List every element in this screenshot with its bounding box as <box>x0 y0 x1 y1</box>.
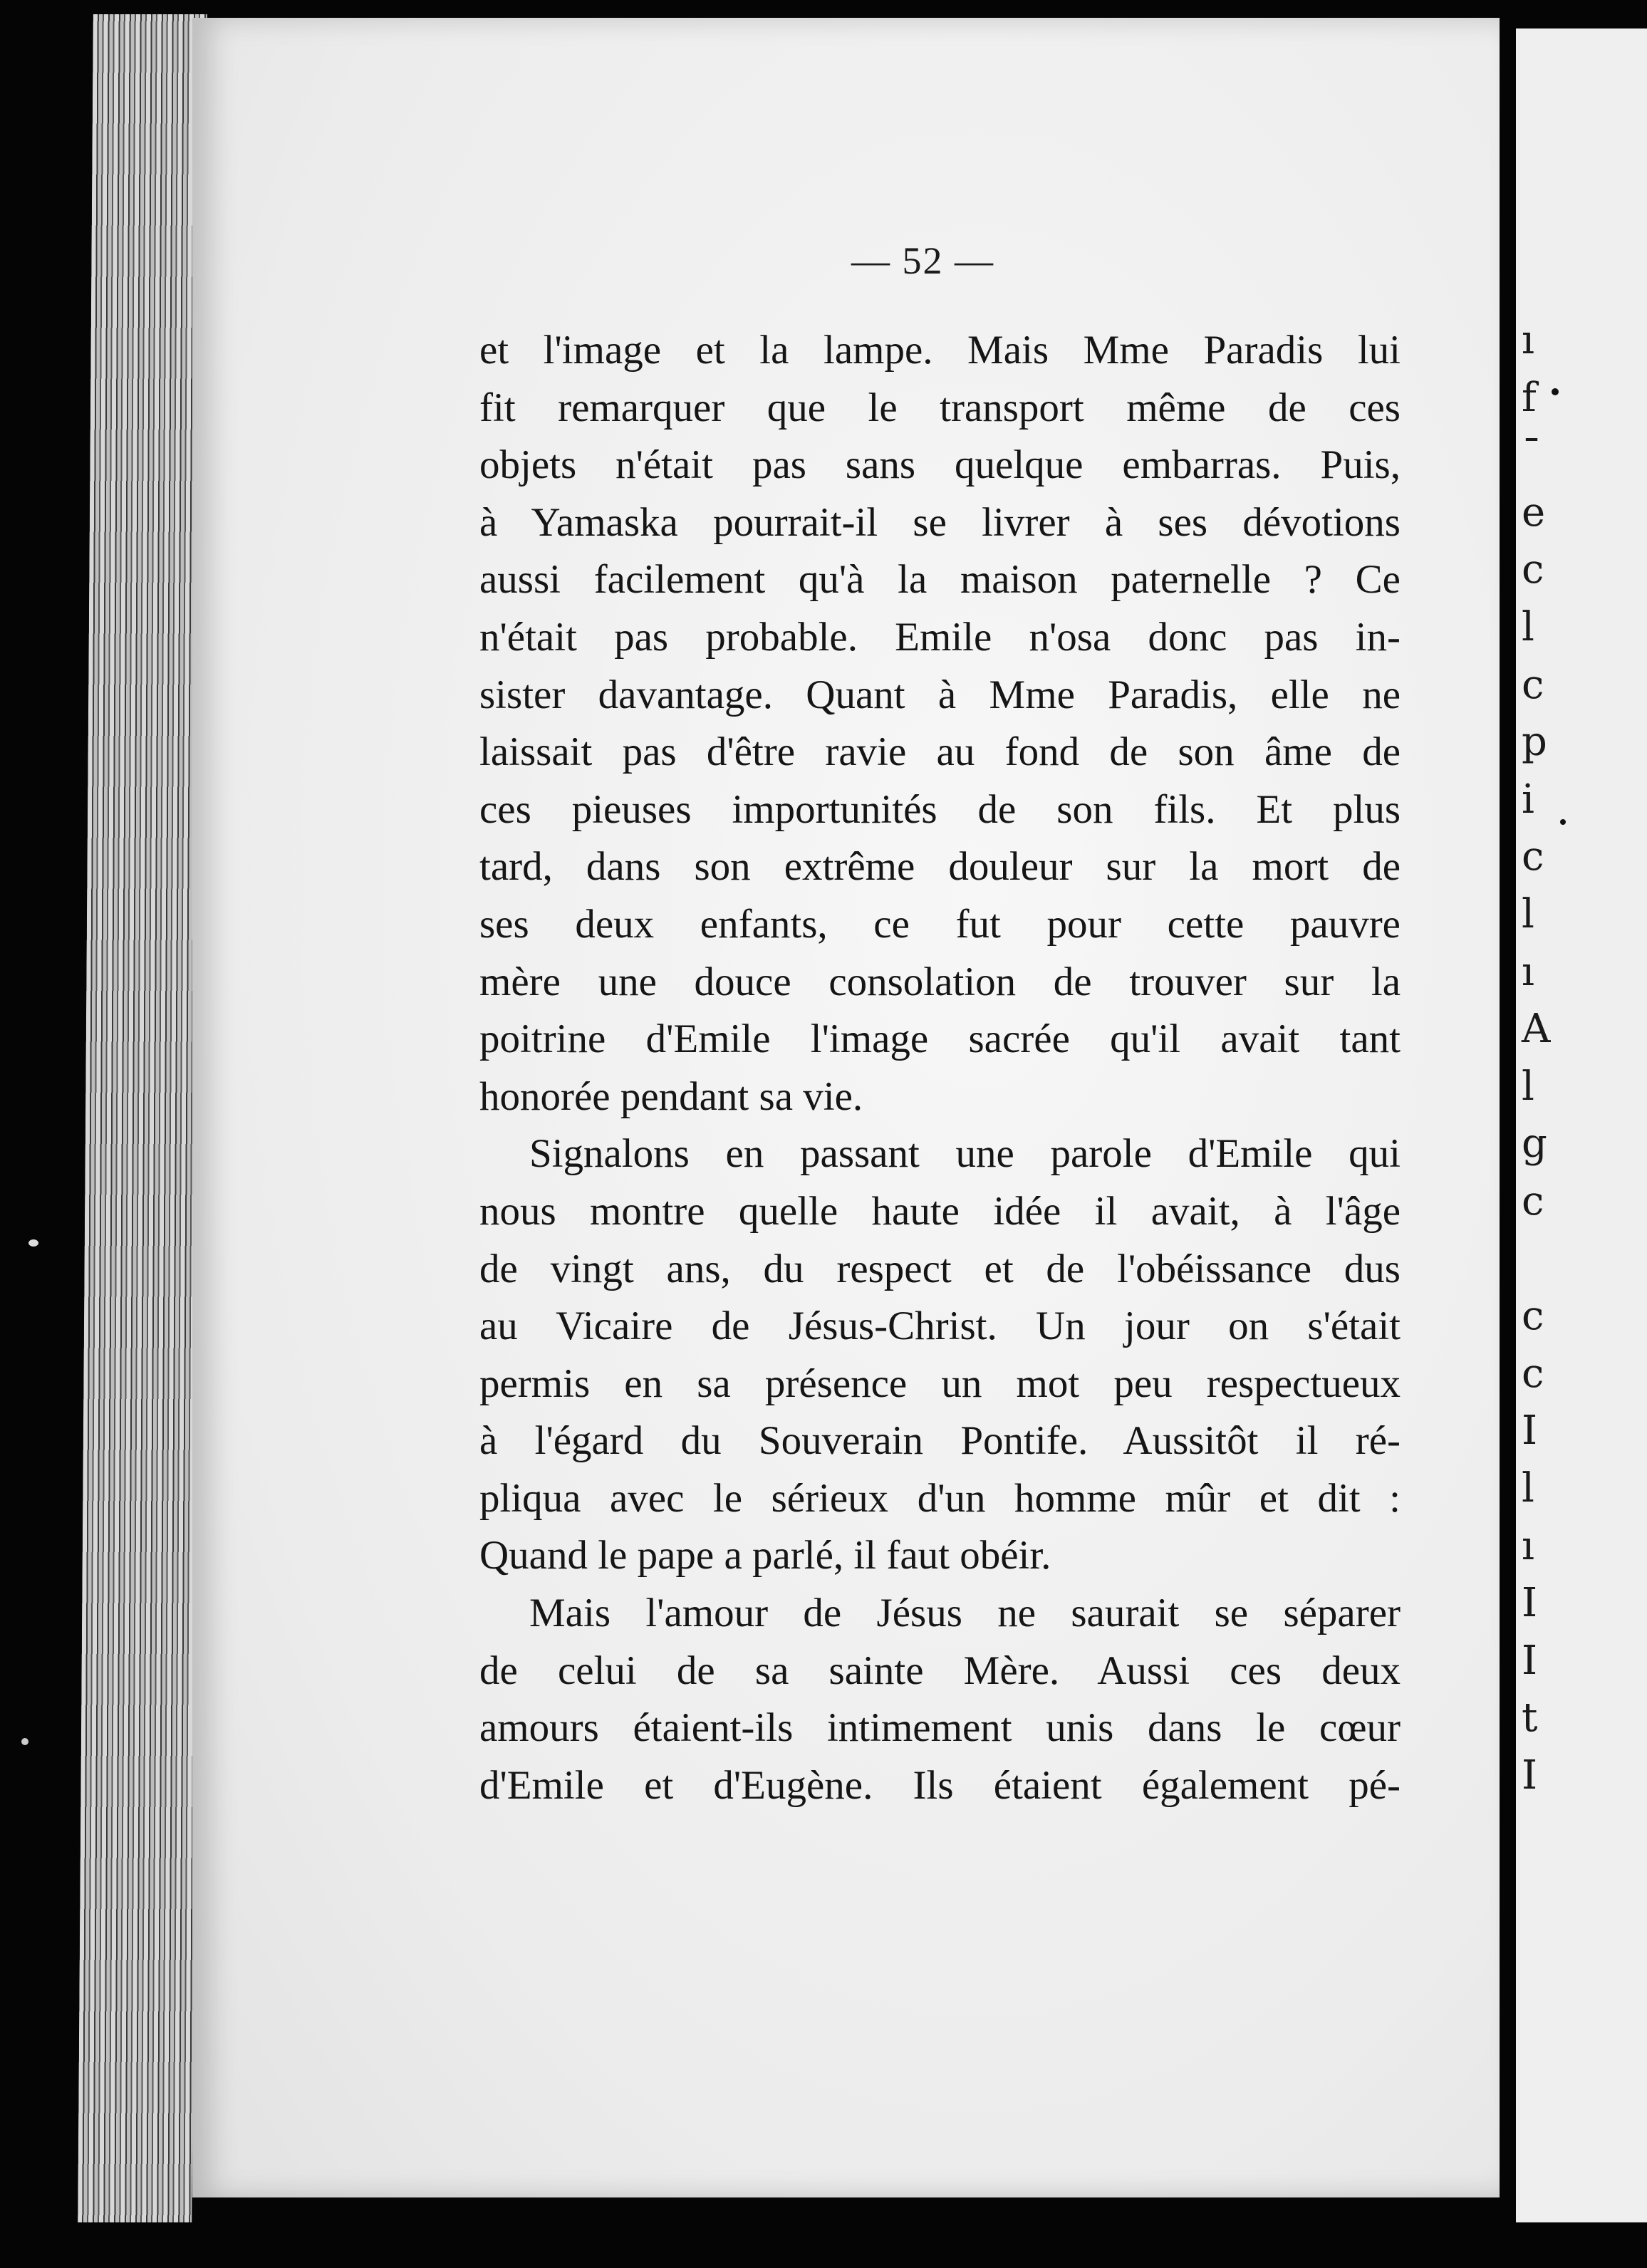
facing-page-letter: c <box>1522 661 1544 708</box>
facing-page-letter: e <box>1522 489 1546 536</box>
scan-speck <box>28 1239 38 1247</box>
facing-page-letter: ı <box>1522 317 1534 363</box>
text-line: amours étaient-ils intimement unis dans le cœur <box>479 1705 1401 1751</box>
facing-page-letter: g <box>1522 1120 1547 1167</box>
facing-page-letter: f <box>1522 374 1537 421</box>
text-line: Mais l'amour de Jésus ne saurait se séparer <box>529 1591 1401 1636</box>
facing-page-letter: c <box>1522 1293 1544 1340</box>
text-line: et l'image et la lampe. Mais Mme Paradis lui <box>479 328 1401 373</box>
facing-page-letter: l <box>1522 1063 1534 1110</box>
page-edges <box>78 14 207 2222</box>
facing-page-letter: A <box>1522 1006 1551 1053</box>
facing-page-letter: c <box>1522 833 1544 880</box>
text-line: Quand le pape a parlé, il faut obéir. <box>479 1533 1051 1578</box>
facing-page-letter: c <box>1522 1350 1544 1397</box>
text-line: à l'égard du Souverain Pontife. Aussitôt il ré- <box>479 1418 1401 1464</box>
scan-speck <box>1560 819 1566 825</box>
facing-page-letter: ˉ <box>1522 432 1542 479</box>
text-line: de celui de sa sainte Mère. Aussi ces deux <box>479 1648 1401 1693</box>
body-text <box>479 322 1401 1814</box>
text-line: n'était pas probable. Emile n'osa donc pas in- <box>479 614 1401 660</box>
facing-page-letter: I <box>1522 1408 1538 1455</box>
text-line: laissait pas d'être ravie au fond de son âme de <box>479 729 1401 775</box>
text-line: fit remarquer que le transport même de ces <box>479 385 1401 430</box>
scan-speck <box>21 1738 28 1745</box>
facing-page-letter: ı <box>1522 1522 1534 1569</box>
page-number: — 52 — <box>851 239 994 282</box>
facing-page-edge <box>1516 28 1647 2222</box>
text-line: de vingt ans, du respect et de l'obéissance dus <box>479 1246 1401 1291</box>
text-line: ses deux enfants, ce fut pour cette pauvre <box>479 901 1401 947</box>
facing-page-letter: l <box>1522 604 1534 650</box>
scan-speck <box>1552 388 1559 395</box>
text-line: tard, dans son extrême douleur sur la mort de <box>479 844 1401 890</box>
text-line: poitrine d'Emile l'image sacrée qu'il avait tant <box>479 1016 1401 1062</box>
text-line: aussi facilement qu'à la maison paternelle ? Ce <box>479 557 1401 603</box>
text-line: mère une douce consolation de trouver sur la <box>479 959 1401 1004</box>
text-line: au Vicaire de Jésus-Christ. Un jour on s'était <box>479 1304 1401 1349</box>
facing-page-letter: I <box>1522 1580 1538 1627</box>
facing-page-letter: l <box>1522 891 1534 937</box>
text-line: à Yamaska pourrait-il se livrer à ses dévotions <box>479 499 1401 545</box>
facing-page-letter: l <box>1522 1465 1534 1512</box>
text-line: pliqua avec le sérieux d'un homme mûr et dit : <box>479 1475 1401 1521</box>
text-line: objets n'était pas sans quelque embarras. Puis, <box>479 442 1401 488</box>
text-line: d'Emile et d'Eugène. Ils étaient également pé- <box>479 1762 1401 1808</box>
facing-page-letter: p <box>1522 719 1547 766</box>
facing-page-letter: I <box>1522 1637 1538 1684</box>
facing-page-letter: ı <box>1522 948 1534 995</box>
text-line: Signalons en passant une parole d'Emile qui <box>529 1131 1401 1177</box>
facing-page-letter: i <box>1522 776 1534 823</box>
text-line: ces pieuses importunités de son fils. Et plus <box>479 786 1401 832</box>
facing-page-letter: I <box>1522 1752 1538 1799</box>
facing-page-letter: c <box>1522 1178 1544 1224</box>
text-line: sister davantage. Quant à Mme Paradis, elle ne <box>479 672 1401 717</box>
facing-page-letter: c <box>1522 546 1544 593</box>
text-line: permis en sa présence un mot peu respectueux <box>479 1361 1401 1406</box>
facing-page-letter: t <box>1522 1695 1538 1742</box>
text-line: honorée pendant sa vie. <box>479 1073 863 1119</box>
text-line: nous montre quelle haute idée il avait, à l'âge <box>479 1188 1401 1234</box>
